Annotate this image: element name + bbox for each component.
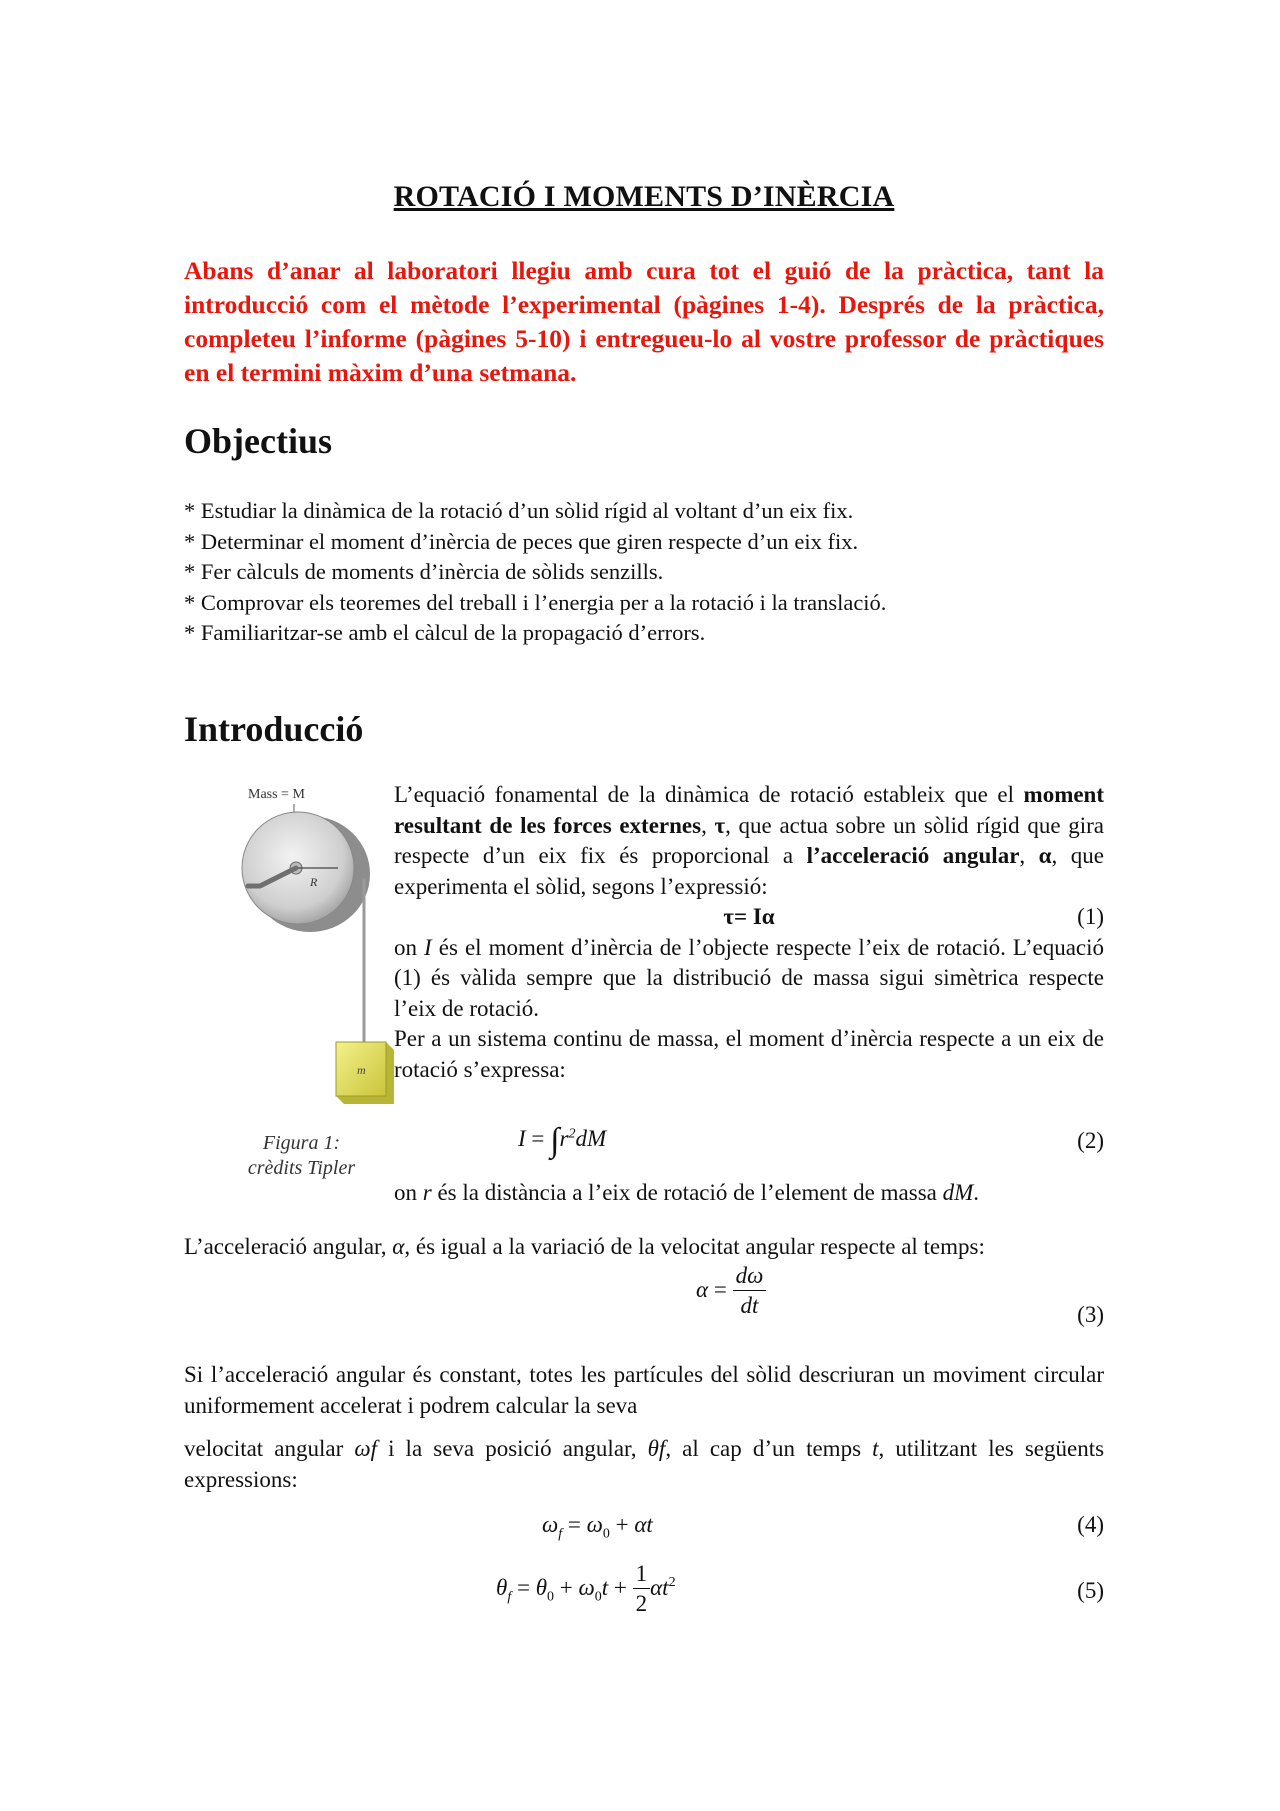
paragraph: Si l’acceleració angular és constant, totes les partícules del sòlid descriuran un moviment circular uniformement accelerat i podrem calcular la seva <box>184 1362 1104 1418</box>
list-item: * Fer càlculs de moments d’inèrcia de sòlids senzills. <box>184 559 664 584</box>
paragraph: velocitat angular ωf i la seva posició angular, θf, al cap d’un temps t, utilitzant les següents expressions: <box>184 1436 1105 1492</box>
list-item: * Familiaritzar-se amb el càlcul de la propagació d’errors. <box>184 620 706 645</box>
equation-4: $\omega_f = \omega_0 + \alpha t$ <box>542 1512 653 1542</box>
figure-caption: Figura 1: crèdits Tipler <box>247 1132 356 1179</box>
paragraph: on I és el moment d’inèrcia de l’objecte respecte l’eix de rotació. L’equació (1) és vàlida sempre que la distribució de massa sigui simètrica respecte l’eix de rotació. <box>394 934 1105 1021</box>
pulley-figure <box>226 782 406 1132</box>
paragraph: L’acceleració angular, α, és igual a la variació de la velocitat angular respecte al temps: <box>184 1234 985 1259</box>
paragraph: Per a un sistema continu de massa, el moment d’inèrcia respecte a un eix de rotació s’expressa: <box>394 1026 1104 1082</box>
equation-3: α = $\frac{d\omega}{dt}$ <box>696 1262 766 1321</box>
equation-2: $I = \int r^2dM$ <box>518 1122 607 1159</box>
objectives-heading: Objectius <box>184 421 332 461</box>
paragraph: on r és la distància a l’eix de rotació de l’element de massa dM. <box>394 1180 980 1205</box>
mass-label: Mass = M <box>248 787 305 802</box>
equation-1: τ= Iα (1) <box>723 904 1104 929</box>
equation-2-number: (2) <box>1077 1128 1104 1153</box>
radius-label: R <box>310 875 318 889</box>
list-item: * Determinar el moment d’inèrcia de peces que giren respecte d’un eix fix. <box>184 528 859 554</box>
introduction-heading: Introducció <box>184 709 364 749</box>
paragraph: L’equació fonamental de la dinàmica de rotació estableix que el moment resultant de les forces externes, τ, que actua sobre un sòlid rígid que gira respecte d’un eix fix és proporcional a l’acceleració angular, α, que experimenta el sòlid, segons l’expressió: <box>394 782 1105 899</box>
equation-5-number: (5) <box>1077 1578 1104 1603</box>
list-item: * Estudiar la dinàmica de la rotació d’un sòlid rígid al voltant d’un eix fix. <box>184 498 854 523</box>
equation-3-number: (3) <box>1077 1302 1104 1327</box>
block-label: m <box>357 1063 366 1077</box>
equation-5: $\theta_f = \theta_0 + \omega_0t$ + $\frac{1}{2}$ $\alpha t^2$ <box>496 1561 676 1616</box>
objectives-list <box>184 496 886 649</box>
equation-4-number: (4) <box>1077 1512 1104 1537</box>
page-title: ROTACIÓ I MOMENTS D’INÈRCIA <box>393 180 895 213</box>
intro-text-column <box>394 780 1104 1085</box>
list-item: * Comprovar els teoremes del treball i l’energia per a la rotació i la translació. <box>184 589 887 615</box>
warning-notice: Abans d’anar al laboratori llegiu amb cura tot el guió de la pràctica, tant la introducció com el mètode l’experimental (pàgines 1-4). Després de la pràctica, completeu l’informe (pàgines 5-10) i entregueu-lo al vostre professor de pràctiques en el termini màxim d’una setmana. <box>184 256 1104 387</box>
